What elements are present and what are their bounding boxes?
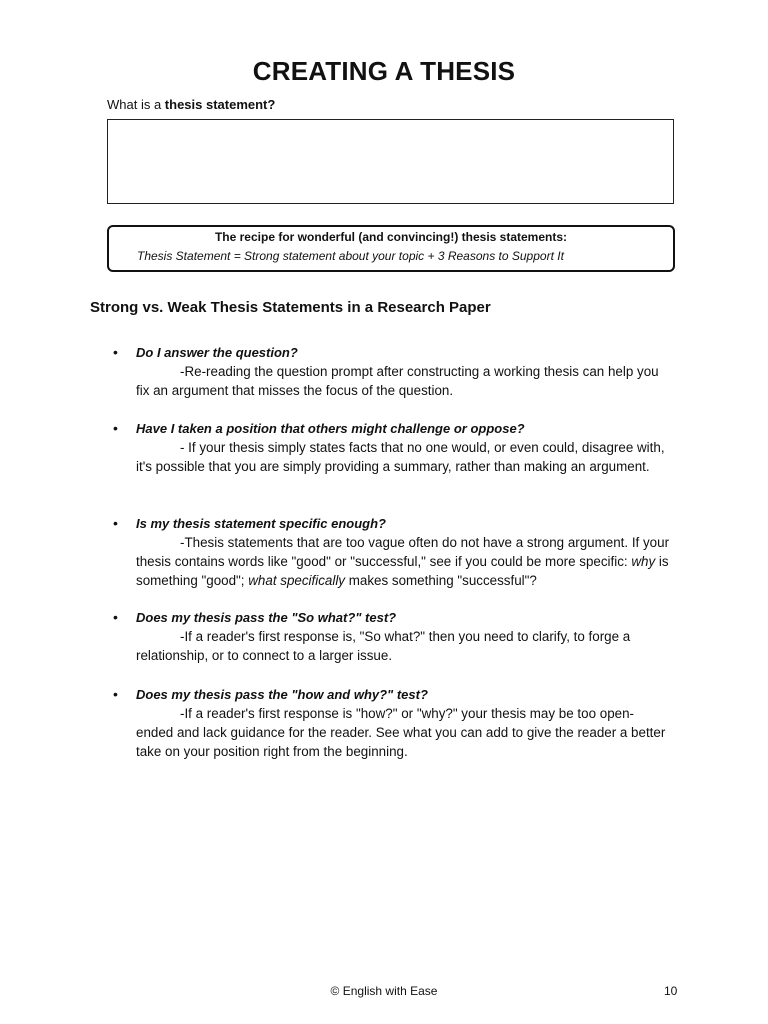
item-body: -If a reader's first response is "how?" or "why?" your thesis may be too open-ended and lack guidance for the reader. See what you can add to give the reader a better take on your position right from the beginning. — [136, 706, 666, 759]
question-prefix: What is a — [107, 97, 165, 112]
recipe-heading: The recipe for wonderful (and convincing!) thesis statements: — [214, 230, 568, 244]
item-body-text: makes something "successful"? — [345, 573, 537, 588]
bullet-icon: • — [113, 686, 118, 702]
page-number: 10 — [664, 984, 678, 998]
item-body-text: -Thesis statements that are too vague often do not have a strong argument. If your thesis contains words like "good" or "successful," see if you could be more specific: — [136, 535, 670, 569]
section-heading: Strong vs. Weak Thesis Statements in a Research Paper — [90, 299, 491, 316]
item-body-text: is something "good"; — [136, 554, 669, 588]
bullet-icon: • — [113, 420, 118, 436]
question-emphasis: thesis statement? — [164, 97, 276, 112]
item-body-emphasis: why — [631, 554, 656, 569]
item-question: Does my thesis pass the "So what?" test? — [136, 610, 397, 625]
bullet-icon: • — [113, 609, 118, 625]
footer-copyright: © English with Ease — [330, 984, 438, 998]
recipe-formula: Thesis Statement = Strong statement about your topic + 3 Reasons to Support It — [137, 249, 564, 263]
item-question: Do I answer the question? — [136, 345, 298, 360]
item-question: Is my thesis statement specific enough? — [136, 516, 386, 531]
recipe-box — [107, 225, 675, 272]
item-body: -Re-reading the question prompt after constructing a working thesis can help you fix an argument that misses the focus of the question. — [136, 364, 659, 398]
item-body — [136, 533, 670, 590]
thesis-question — [107, 97, 275, 112]
answer-box[interactable] — [107, 119, 674, 204]
page-title: CREATING A THESIS — [252, 56, 516, 86]
item-question: Have I taken a position that others might challenge or oppose? — [136, 421, 525, 436]
item-question: Does my thesis pass the "how and why?" test? — [136, 687, 428, 702]
bullet-icon: • — [113, 344, 118, 360]
bullet-icon: • — [113, 515, 118, 531]
item-body: -If a reader's first response is, "So what?" then you need to clarify, to forge a relationship, or to connect to a larger issue. — [136, 629, 631, 663]
item-body-emphasis: what specifically — [248, 573, 345, 588]
item-body: - If your thesis simply states facts that no one would, or even could, disagree with, it's possible that you are simply providing a summary, rather than making an argument. — [136, 440, 665, 474]
